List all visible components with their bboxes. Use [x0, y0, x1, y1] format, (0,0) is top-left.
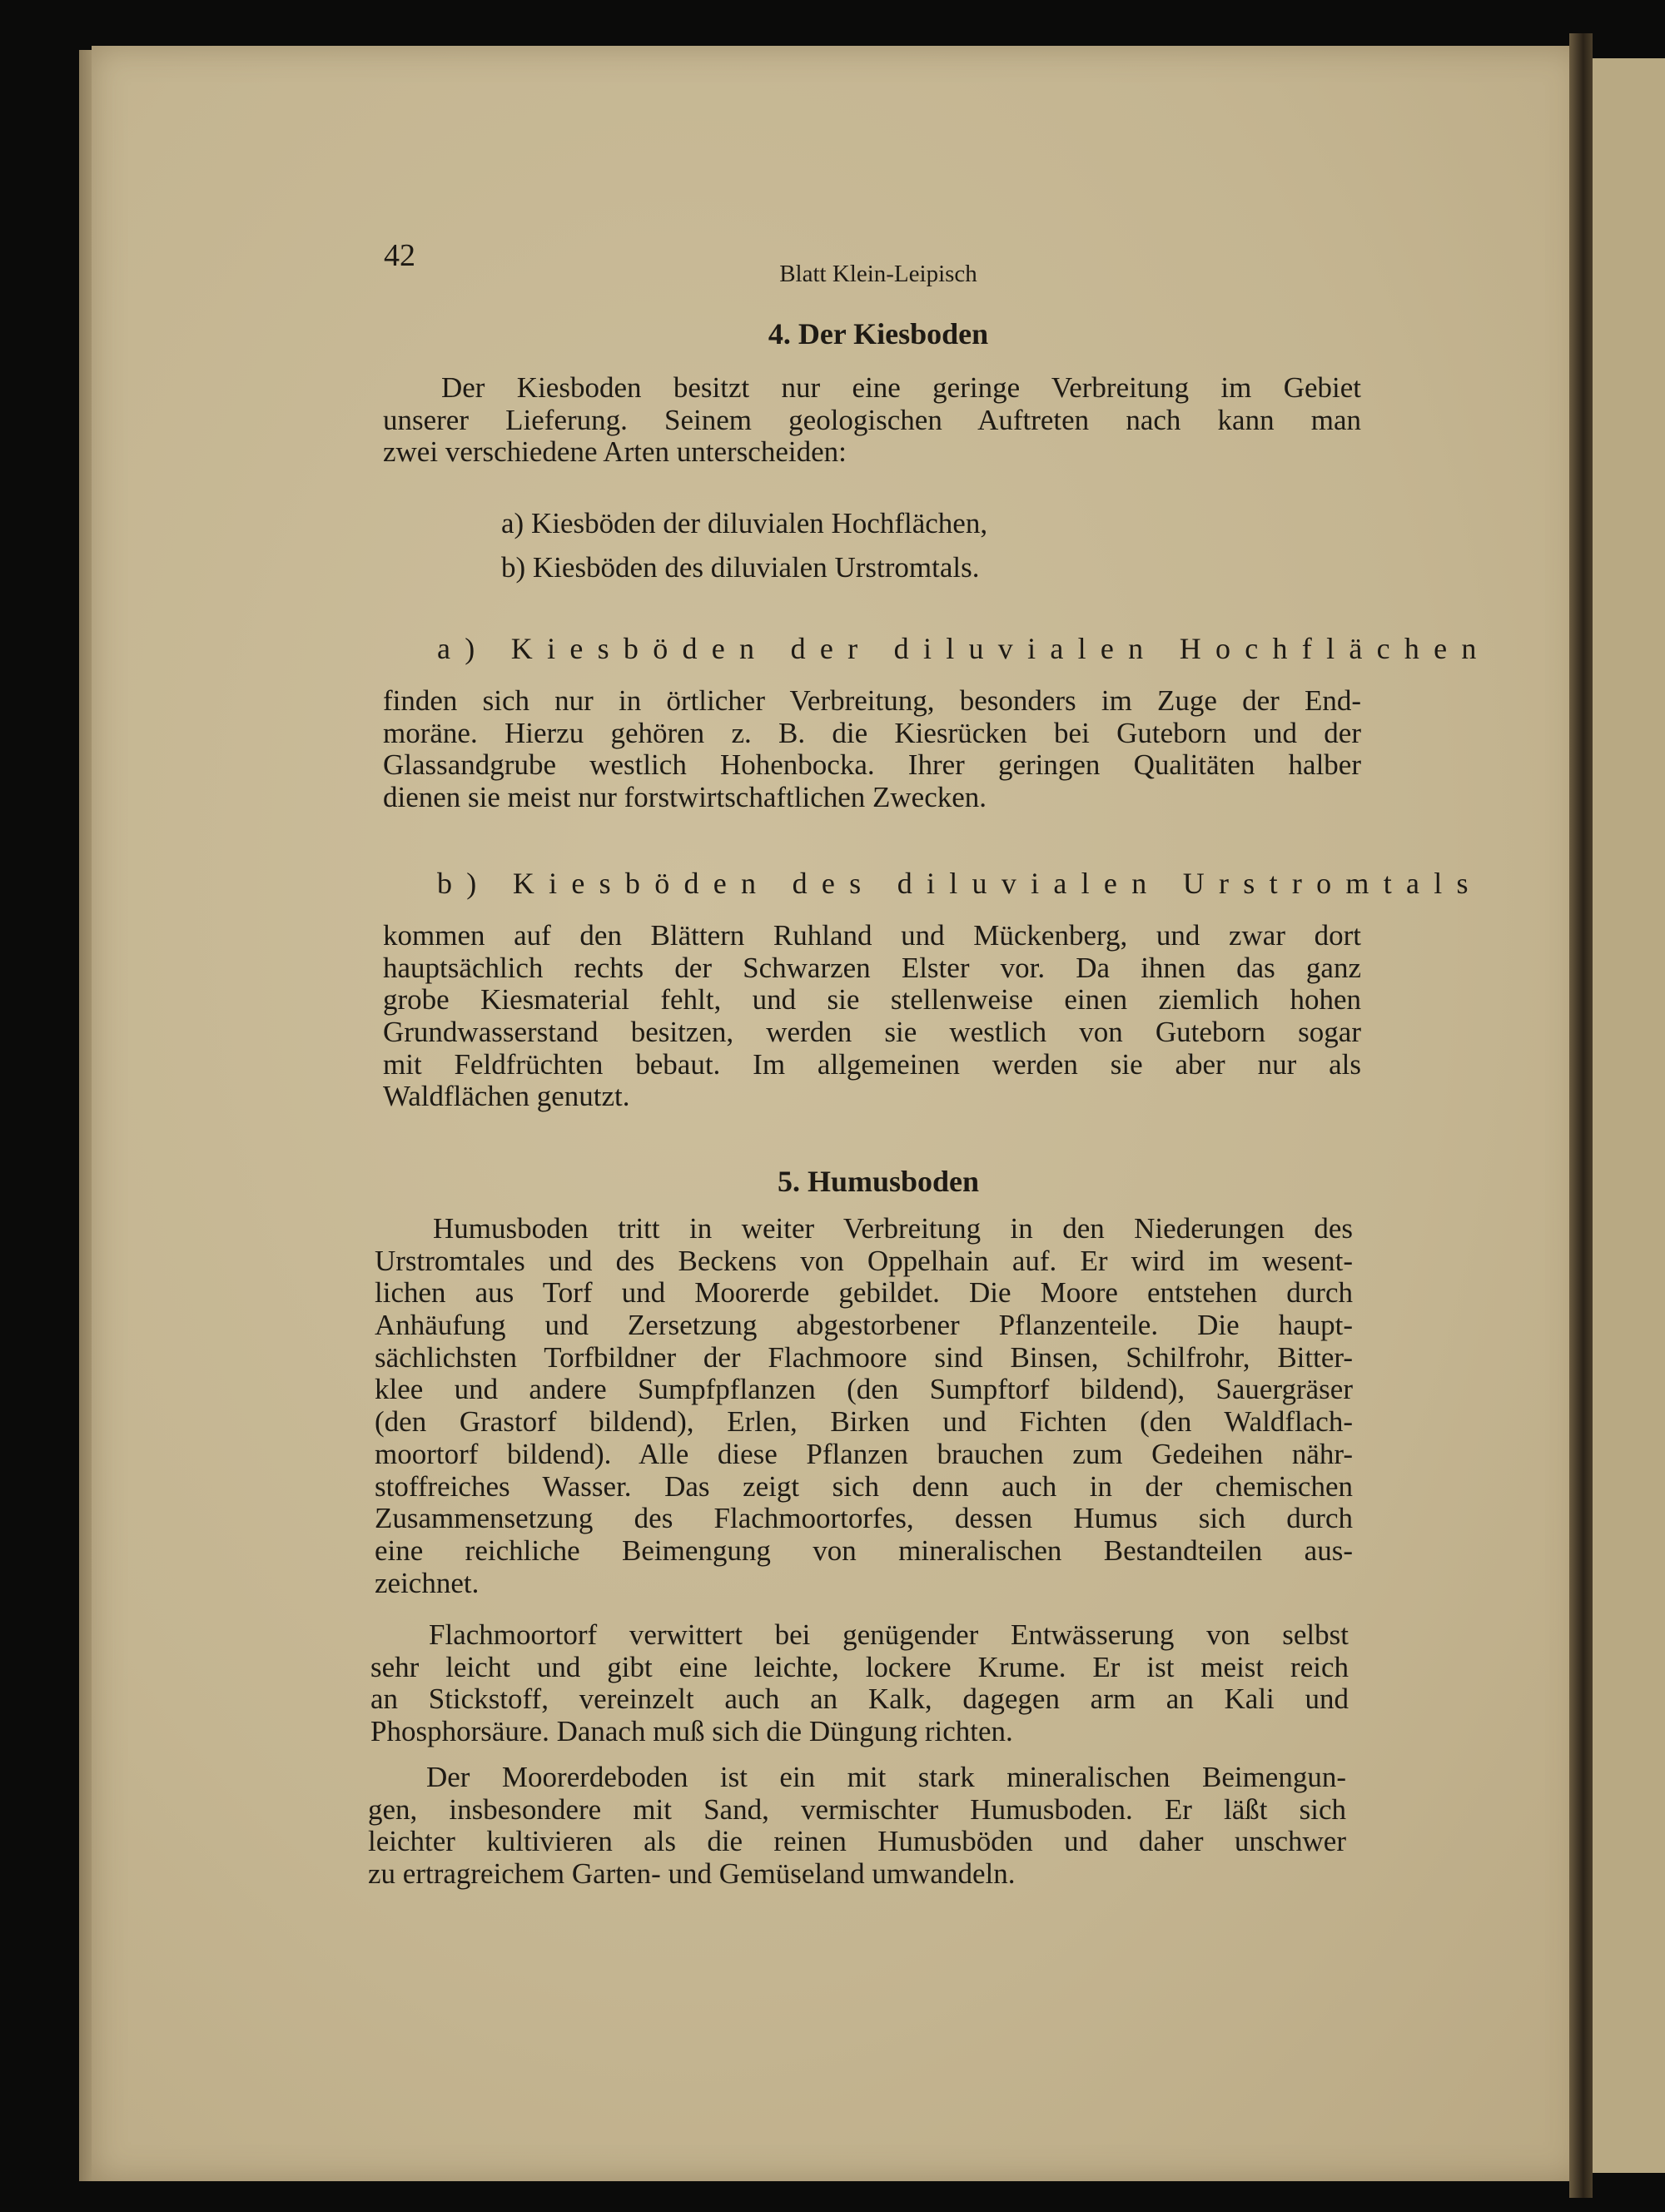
- text-line: stoffreiches Wasser. Das zeigt sich denn auch in der chemischen: [375, 1469, 1353, 1503]
- paragraph-urstromtal: [383, 920, 1361, 1113]
- text-line: zu ertragreichem Garten- und Gemüseland umwandeln.: [368, 1857, 1016, 1891]
- text-line: Der Kiesboden besitzt nur eine geringe Verbreitung im Gebiet: [441, 371, 1361, 404]
- text-line: Flachmoortorf verwittert bei genügender Entwässerung von selbst: [429, 1618, 1349, 1651]
- text-line: Humusboden tritt in weiter Verbreitung in den Niederungen des: [433, 1212, 1353, 1245]
- list-item-b: b) Kiesböden des diluvialen Urstromtals.: [501, 551, 980, 584]
- page-number: 42: [384, 238, 415, 273]
- subheading-urstromtal: b) Kiesböden des diluvialen Urstromtals: [437, 867, 1483, 900]
- text-line: moräne. Hierzu gehören z. B. die Kiesrücken bei Guteborn und der: [383, 716, 1361, 749]
- text-line: Der Moorerdeboden ist ein mit stark mineralischen Beimengun-: [426, 1761, 1346, 1793]
- text-line: unserer Lieferung. Seinem geologischen Auftreten nach kann man: [383, 403, 1361, 436]
- paragraph-humusboden-2: [370, 1619, 1349, 1748]
- text-line: hauptsächlich rechts der Schwarzen Elster vor. Da ihnen das ganz: [383, 951, 1361, 984]
- paragraph-humusboden-1: [375, 1213, 1353, 1599]
- text-line: (den Grastorf bildend), Erlen, Birken und Fichten (den Waldflach-: [375, 1405, 1353, 1439]
- text-line: zwei verschiedene Arten unterscheiden:: [383, 435, 847, 469]
- paragraph-humusboden-3: [368, 1762, 1346, 1891]
- facing-page-edge: [1593, 58, 1665, 2173]
- text-line: eine reichliche Beimengung von mineralischen Bestandteilen aus-: [375, 1533, 1353, 1567]
- text-line: gen, insbesondere mit Sand, vermischter Humusboden. Er läßt sich: [368, 1792, 1346, 1826]
- text-line: Phosphorsäure. Danach muß sich die Düngung richten.: [370, 1715, 1013, 1748]
- text-line: zeichnet.: [375, 1566, 480, 1599]
- text-line: Waldflächen genutzt.: [383, 1080, 630, 1113]
- text-line: sächlichsten Torfbildner der Flachmoore sind Binsen, Schilfrohr, Bitter-: [375, 1340, 1353, 1374]
- subheading-hochflaechen: a) Kiesböden der diluvialen Hochflächen: [437, 632, 1491, 665]
- text-line: grobe Kiesmaterial fehlt, und sie stellenweise einen ziemlich hohen: [383, 983, 1361, 1017]
- text-line: leichter kultivieren als die reinen Humusböden und daher unschwer: [368, 1825, 1346, 1858]
- text-line: finden sich nur in örtlicher Verbreitung, besonders im Zuge der End-: [383, 684, 1361, 717]
- list-item-a: a) Kiesböden der diluvialen Hochflächen,: [501, 507, 988, 539]
- text-line: kommen auf den Blättern Ruhland und Mückenberg, und zwar dort: [383, 919, 1361, 952]
- text-line: an Stickstoff, vereinzelt auch an Kalk, dagegen arm an Kali und: [370, 1683, 1349, 1716]
- list-kiesboden-types: [501, 501, 987, 589]
- running-head: Blatt Klein-Leipisch: [779, 261, 977, 287]
- section-heading-kiesboden: 4. Der Kiesboden: [768, 317, 989, 350]
- text-line: Zusammensetzung des Flachmoortorfes, dessen Humus sich durch: [375, 1502, 1353, 1535]
- text-line: Urstromtales und des Beckens von Oppelhain auf. Er wird im wesent-: [375, 1244, 1353, 1277]
- text-line: moortorf bildend). Alle diese Pflanzen brauchen zum Gedeihen nähr-: [375, 1437, 1353, 1470]
- text-line: Glassandgrube westlich Hohenbocka. Ihrer geringen Qualitäten halber: [383, 748, 1361, 782]
- section-heading-humusboden: 5. Humusboden: [777, 1165, 980, 1198]
- text-line: lichen aus Torf und Moorerde gebildet. Die Moore entstehen durch: [375, 1276, 1353, 1310]
- book-spine: [1569, 33, 1593, 2198]
- text-line: mit Feldfrüchten bebaut. Im allgemeinen werden sie aber nur als: [383, 1047, 1361, 1081]
- text-line: dienen sie meist nur forstwirtschaftlichen Zwecken.: [383, 781, 987, 814]
- text-line: klee und andere Sumpfpflanzen (den Sumpftorf bildend), Sauergräser: [375, 1373, 1353, 1406]
- text-line: sehr leicht und gibt eine leichte, lockere Krume. Er ist meist reich: [370, 1650, 1349, 1683]
- text-line: Anhäufung und Zersetzung abgestorbener Pflanzenteile. Die haupt-: [375, 1309, 1353, 1342]
- text-line: Grundwasserstand besitzen, werden sie westlich von Guteborn sogar: [383, 1016, 1361, 1049]
- paragraph-kiesboden-intro: [383, 372, 1361, 469]
- paragraph-hochflaechen: [383, 685, 1361, 814]
